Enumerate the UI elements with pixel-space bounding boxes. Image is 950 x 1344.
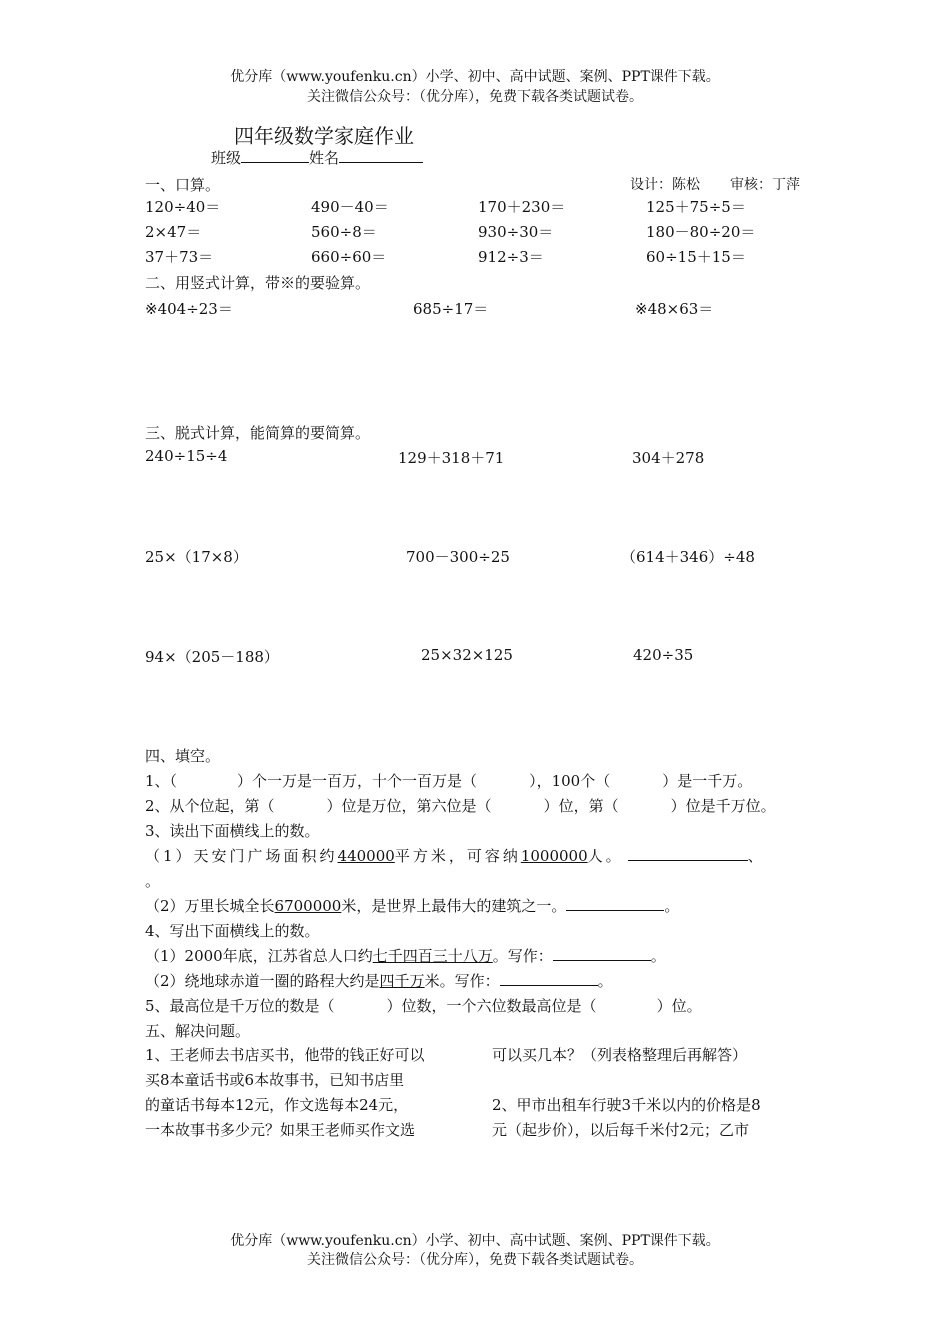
- fill-q3-1: [145, 845, 766, 866]
- fill-q4-1: [145, 945, 666, 966]
- q3-2-number: 6700000: [274, 897, 342, 915]
- section4-title: 四、填空。: [145, 747, 221, 765]
- oral-col-1: [145, 195, 220, 270]
- q3-1-text-d: 、: [747, 847, 766, 865]
- q4-2-answer-blank[interactable]: [500, 970, 598, 986]
- vertical-item-1: ※404÷23＝: [145, 300, 233, 318]
- class-blank[interactable]: [241, 147, 309, 163]
- fill-q1: [145, 770, 752, 791]
- q3-2-text-b: 米，是世界上最伟大的建筑之一。: [341, 897, 567, 915]
- class-name-line: [211, 147, 423, 168]
- fill-q3-2: [145, 895, 679, 916]
- oral-col-3: [478, 195, 565, 270]
- q4-1-text-b: 。写作：: [492, 947, 553, 965]
- oral-item: 560÷8＝: [311, 223, 377, 241]
- q2-text-d: ）位是千万位。: [670, 797, 776, 815]
- step-item: 94×（205－188）: [145, 648, 279, 666]
- q4-1-text-c: 。: [650, 947, 666, 965]
- name-label: 姓名: [309, 149, 340, 167]
- oral-item: 37＋73＝: [145, 248, 214, 266]
- q2-text-c: ）位，第（: [543, 797, 619, 815]
- q3-1-answer-blank[interactable]: [628, 845, 748, 861]
- footer-line-2: 关注微信公众号：（优分库），免费下载各类试题试卷。: [307, 1252, 643, 1268]
- problem-line: 1、王老师去书店买书，他带的钱正好可以: [145, 1046, 425, 1064]
- q3-1-end: 。: [145, 872, 161, 890]
- oral-item: 170＋230＝: [478, 198, 566, 216]
- fill-q4-2: [145, 970, 613, 991]
- oral-item: 930÷30＝: [478, 223, 554, 241]
- oral-col-4: [646, 195, 755, 270]
- q1-text-d: ）是一千万。: [662, 772, 753, 790]
- problem-2-line-2: 元（起步价），以后每千米付2元；乙市: [492, 1121, 750, 1139]
- q5-text-c: ）位。: [656, 997, 702, 1015]
- q3-1-text-b: 平方米，可容纳: [394, 847, 521, 865]
- q1-text-c: ），100个（: [529, 772, 611, 790]
- oral-item: 180－80÷20＝: [646, 223, 756, 241]
- header-line-2: 关注微信公众号：（优分库），免费下载各类试题试卷。: [307, 89, 643, 105]
- fill-q5: [145, 995, 702, 1016]
- q5-text-a: 5、最高位是千万位的数是（: [145, 997, 335, 1015]
- problem-1-text: [145, 1043, 425, 1143]
- oral-item: 125＋75÷5＝: [646, 198, 746, 216]
- problem-line: 的童话书每本12元，作文选每本24元，: [145, 1096, 409, 1114]
- q4-1-text-a: （1）2000年底，江苏省总人口约: [145, 947, 373, 965]
- q4-1-words: 七千四百三十八万: [372, 947, 493, 965]
- problem-2-line-1: 2、甲市出租车行驶3千米以内的价格是8: [492, 1096, 761, 1114]
- oral-col-2: [311, 195, 389, 270]
- q3-1-number-2: 1000000: [520, 847, 588, 865]
- oral-item: 660÷60＝: [311, 248, 387, 266]
- fill-q2: [145, 795, 776, 816]
- q4-2-text-c: 。: [597, 972, 613, 990]
- problem-1-continuation: 可以买几本？（列表格整理后再解答）: [492, 1046, 748, 1064]
- step-item: 700－300÷25: [406, 548, 510, 566]
- oral-item: 912÷3＝: [478, 248, 544, 266]
- q4-2-text-a: （2）绕地球赤道一圈的路程大约是: [145, 972, 380, 990]
- section3-title: 三、脱式计算，能简算的要简算。: [145, 424, 371, 442]
- q2-text-b: ）位是万位，第六位是（: [326, 797, 492, 815]
- q3-2-text-c: 。: [664, 897, 680, 915]
- q4-title: 4、写出下面横线上的数。: [145, 922, 320, 940]
- section5-title: 五、解决问题。: [145, 1022, 251, 1040]
- page-title: 四年级数学家庭作业: [234, 124, 414, 148]
- q4-2-words: 四千万: [379, 972, 425, 990]
- step-item: （614＋346）÷48: [621, 548, 755, 566]
- step-item: 25×（17×8）: [145, 548, 248, 566]
- section2-title: 二、用竖式计算，带※的要验算。: [145, 274, 371, 292]
- step-item: 304＋278: [632, 449, 705, 467]
- header-line-1: 优分库（www.youfenku.cn）小学、初中、高中试题、案例、PPT课件下载。: [230, 69, 720, 85]
- designer: 设计：陈松: [630, 177, 700, 193]
- problem-line: 一本故事书多少元？如果王老师买作文选: [145, 1121, 416, 1139]
- name-blank[interactable]: [339, 147, 423, 163]
- step-item: 129＋318＋71: [398, 449, 505, 467]
- q3-1-text-c: 人。: [587, 847, 624, 865]
- vertical-item-3: ※48×63＝: [635, 300, 714, 318]
- step-item: 240÷15÷4: [145, 447, 228, 465]
- step-item: 25×32×125: [421, 646, 513, 664]
- q2-text-a: 2、从个位起，第（: [145, 797, 275, 815]
- section1-title: 一、口算。: [145, 176, 221, 194]
- q3-title: 3、读出下面横线上的数。: [145, 822, 320, 840]
- vertical-item-2: 685÷17＝: [413, 300, 489, 318]
- oral-item: 120÷40＝: [145, 198, 221, 216]
- oral-item: 2×47＝: [145, 223, 202, 241]
- q5-text-b: ）位数，一个六位数最高位是（: [386, 997, 597, 1015]
- step-item: 420÷35: [633, 646, 694, 664]
- q3-2-text-a: （2）万里长城全长: [145, 897, 275, 915]
- q1-text-b: ）个一万是一百万，十个一百万是（: [237, 772, 478, 790]
- q3-2-answer-blank[interactable]: [566, 895, 664, 911]
- reviewer: 审核：丁萍: [730, 177, 800, 193]
- q4-1-answer-blank[interactable]: [553, 945, 651, 961]
- q4-2-text-b: 米。写作：: [424, 972, 500, 990]
- problem-line: 买8本童话书或6本故事书，已知书店里: [145, 1071, 405, 1089]
- footer-line-1: 优分库（www.youfenku.cn）小学、初中、高中试题、案例、PPT课件下载。: [230, 1233, 720, 1249]
- oral-item: 490－40＝: [311, 198, 389, 216]
- q3-1-number-1: 440000: [337, 847, 395, 865]
- oral-item: 60÷15＋15＝: [646, 248, 746, 266]
- q3-1-text-a: （1）天安门广场面积约: [145, 847, 338, 865]
- q1-text-a: 1、（: [145, 772, 178, 790]
- class-label: 班级: [211, 149, 242, 167]
